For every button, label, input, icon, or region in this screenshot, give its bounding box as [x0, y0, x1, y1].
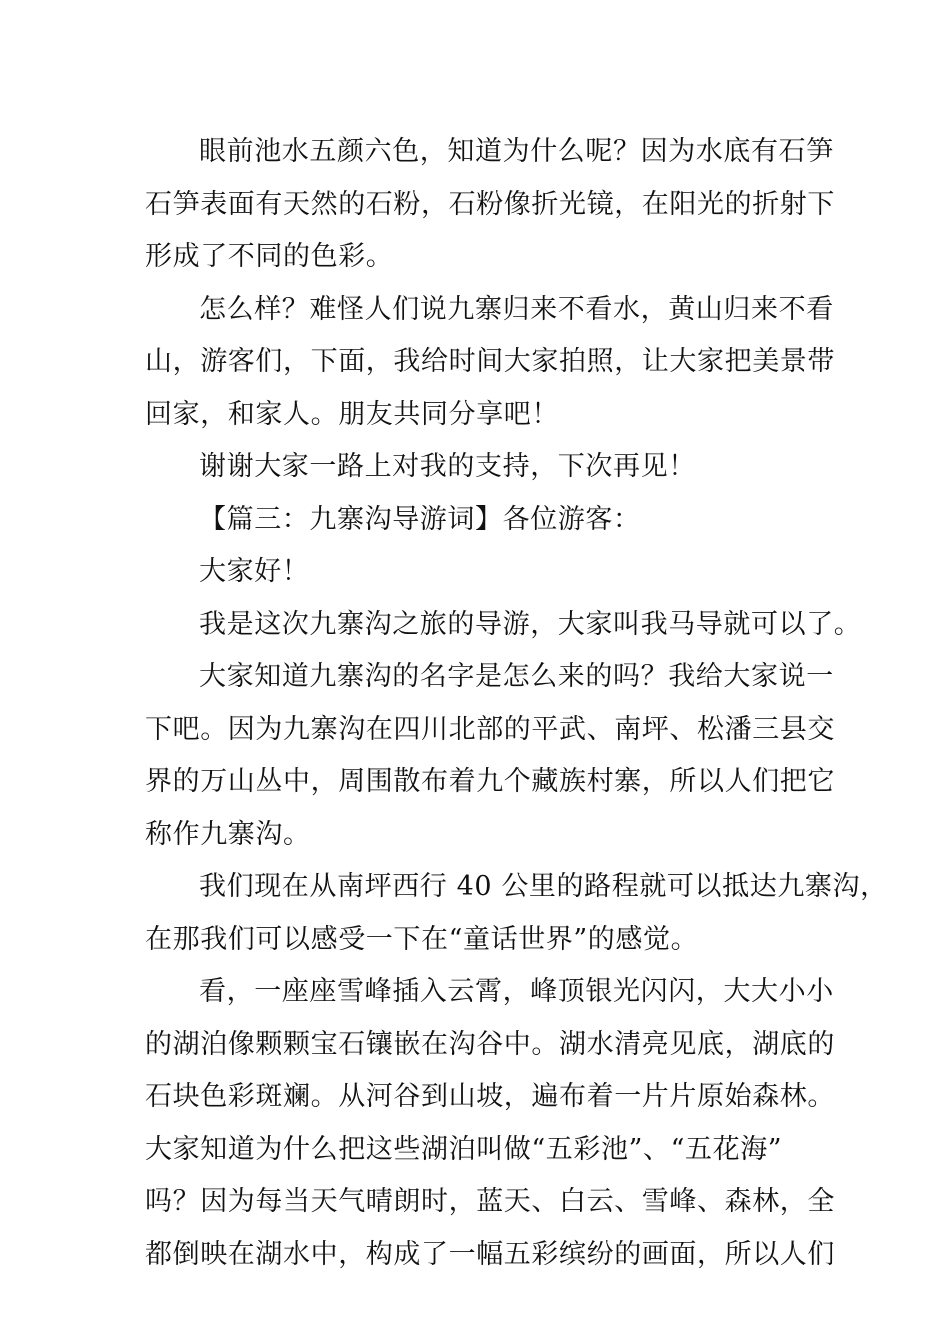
paragraph — [145, 441, 810, 494]
text-line: 石笋表面有天然的石粉，石粉像折光镜，在阳光的折射下 — [145, 188, 835, 220]
text-line: 大家知道为什么把这些湖泊叫做“五彩池”、“五花海” — [145, 1133, 783, 1165]
text-line: 下吧。因为九寨沟在四川北部的平武、南坪、松潘三县交 — [145, 713, 835, 745]
paragraph — [145, 599, 862, 652]
text-line: 【篇三：九寨沟导游词】各位游客： — [199, 503, 641, 535]
paragraph — [145, 966, 835, 1281]
text-line: 看，一座座雪峰插入云霄，峰顶银光闪闪，大大小小 — [199, 976, 834, 1007]
text-line: 称作九寨沟。 — [145, 818, 311, 850]
text-line: 山，游客们，下面，我给时间大家拍照，让大家把美景带 — [145, 346, 835, 377]
text-line: 眼前池水五颜六色，知道为什么呢？因为水底有石笋 — [199, 136, 834, 167]
text-line: 界的万山丛中，周围散布着九个藏族村寨，所以人们把它 — [145, 766, 835, 797]
text-line: 谢谢大家一路上对我的支持，下次再见！ — [199, 451, 696, 482]
text-line: 形成了不同的色彩。 — [145, 241, 394, 272]
paragraph — [145, 126, 835, 284]
text-line: 我是这次九寨沟之旅的导游，大家叫我马导就可以了。 — [199, 608, 862, 640]
text-line: 回家，和家人。朋友共同分享吧！ — [145, 398, 559, 430]
paragraph — [145, 861, 888, 966]
paragraph — [145, 546, 810, 599]
text-line: 大家知道九寨沟的名字是怎么来的吗？我给大家说一 — [199, 661, 834, 692]
paragraph — [145, 651, 835, 861]
text-line: 怎么样？难怪人们说九寨归来不看水，黄山归来不看 — [199, 293, 834, 325]
text-line: 大家好！ — [199, 556, 310, 587]
text-line: 都倒映在湖水中，构成了一幅五彩缤纷的画面，所以人们 — [145, 1238, 835, 1270]
text-line: 吗？因为每当天气晴朗时，蓝天、白云、雪峰、森林，全 — [145, 1186, 835, 1217]
paragraph — [145, 284, 835, 442]
document-body — [145, 126, 888, 1281]
section-heading-paragraph — [145, 494, 810, 547]
text-line: 我们现在从南坪西行 40 公里的路程就可以抵达九寨沟， — [199, 871, 888, 902]
text-line: 石块色彩斑斓。从河谷到山坡，遍布着一片片原始森林。 — [145, 1081, 835, 1112]
text-line: 在那我们可以感受一下在“童话世界”的感觉。 — [145, 923, 699, 955]
text-line: 的湖泊像颗颗宝石镶嵌在沟谷中。湖水清亮见底，湖底的 — [145, 1028, 835, 1060]
